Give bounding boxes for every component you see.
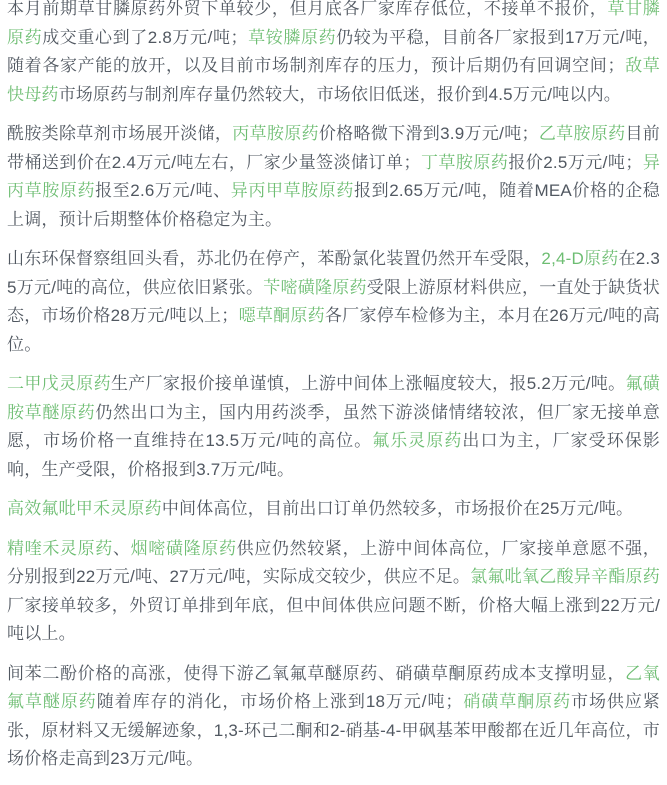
paragraph — [7, 370, 660, 484]
product-keyword: 烟嘧磺隆原药 — [130, 538, 237, 558]
product-keyword: 乙草胺原药 — [538, 124, 626, 143]
body-text: 仍较为平稳，目前各厂家报到17万元/吨，随着各家产能的放开，以及目前市场制剂库存的压力，预计后期仍有回调空间； — [7, 27, 661, 75]
body-text: 市场供应紧张，原材料又无缓解迹象，1,3-环己二酮和2-硝基-4-甲砜基苯甲酸都在近几年高位，市场价格走高到23万元/吨。 — [7, 692, 661, 768]
body-text: 仍然出口为主，国内用药淡季，虽然下游淡储情绪较浓，但厂家无接单意愿，市场价格一直维持在13.5万元/吨的高位。 — [7, 402, 660, 450]
body-text: 报至2.6万元/吨、 — [95, 181, 231, 200]
body-text: 本月前期草甘膦原药外贸下单较少，但月底各厂家库存低位，不接单不报价， — [7, 0, 608, 18]
body-text: 报到2.65万元/吨，随着MEA价格的企稳上调，预计后期整体价格稳定为主。 — [7, 181, 661, 229]
product-keyword: 草铵膦原药 — [247, 27, 337, 47]
paragraph — [7, 245, 660, 359]
product-keyword: 氯氟吡氧乙酸异辛酯原药 — [470, 567, 661, 586]
product-keyword: 异丙甲草胺原药 — [230, 181, 354, 200]
body-text: 在2.35万元/吨的高位，供应依旧紧张。 — [7, 249, 660, 297]
product-keyword: 氟乐灵原药 — [372, 431, 463, 450]
product-keyword: 乙氧氟草醚原药 — [7, 663, 661, 711]
product-keyword: 苄嘧磺隆原药 — [263, 277, 367, 297]
body-text: 、 — [112, 538, 131, 558]
body-text: 供应仍然较紧，上游中间体高位，厂家接单意愿不强，分别报到22万元/吨、27万元/吨，实际成交较少，供应不足。 — [7, 538, 660, 586]
body-text: 出口为主，厂家受环保影响，生产受限，价格报到3.7万元/吨。 — [7, 431, 660, 479]
product-keyword: 二甲戊灵原药 — [7, 374, 111, 393]
body-text: 受限上游原材料供应，一直处于缺货状态，市场价格28万元/吨以上； — [7, 277, 660, 325]
body-text: 价格略微下滑到3.9万元/吨； — [318, 124, 539, 143]
product-keyword: 氟磺胺草醚原药 — [7, 374, 660, 422]
product-keyword: 丙草胺原药 — [232, 124, 319, 143]
body-text: 厂家接单较多，外贸订单排到年底，但中间体供应问题不断，价格大幅上涨到22万元/吨以上。 — [7, 595, 660, 643]
product-keyword: 2,4-D原药 — [541, 249, 619, 268]
body-text: 中间体高位，目前出口订单仍然较多，市场报价在25万元/吨。 — [161, 499, 634, 518]
body-text: 目前带桶送到价在2.4万元/吨左右，厂家少量签淡储订单； — [7, 124, 660, 172]
paragraph — [7, 0, 660, 109]
product-keyword: 异丙草胺原药 — [7, 152, 661, 200]
body-text: 市场原药与制剂库存量仍然较大，市场依旧低迷，报价到4.5万元/吨以内。 — [58, 84, 621, 104]
body-text: 生产厂家报价接单谨慎，上游中间体上涨幅度较大，报5.2万元/吨。 — [110, 374, 626, 393]
paragraph — [7, 660, 660, 774]
body-text: 成交重心到了2.8万元/吨； — [42, 27, 248, 47]
paragraph — [7, 535, 660, 649]
product-keyword: 精喹禾灵原药 — [7, 538, 113, 558]
body-text: 山东环保督察组回头看，苏北仍在停产，苯酚氯化装置仍然开车受限， — [7, 249, 542, 268]
paragraph — [7, 120, 660, 234]
product-keyword: 丁草胺原药 — [420, 152, 509, 172]
body-text: 间苯二酚价格的高涨，使得下游乙氧氟草醚原药、硝磺草酮原药成本支撑明显， — [7, 663, 626, 683]
paragraph — [7, 495, 660, 524]
body-text: 随着库存的消化，市场价格上涨到18万元/吨； — [96, 692, 463, 711]
product-keyword: 高效氟吡甲禾灵原药 — [7, 499, 162, 518]
product-keyword: 硝磺草酮原药 — [462, 692, 572, 711]
body-text: 酰胺类除草剂市场展开淡储， — [7, 124, 233, 143]
body-text: 各厂家停车检修为主，本月在26万元/吨的高位。 — [7, 306, 660, 354]
product-keyword: 噁草酮原药 — [238, 306, 325, 325]
body-text: 报价2.5万元/吨； — [508, 152, 643, 172]
product-keyword: 草甘膦原药 — [7, 0, 660, 47]
product-keyword: 敌草快母药 — [7, 56, 660, 104]
